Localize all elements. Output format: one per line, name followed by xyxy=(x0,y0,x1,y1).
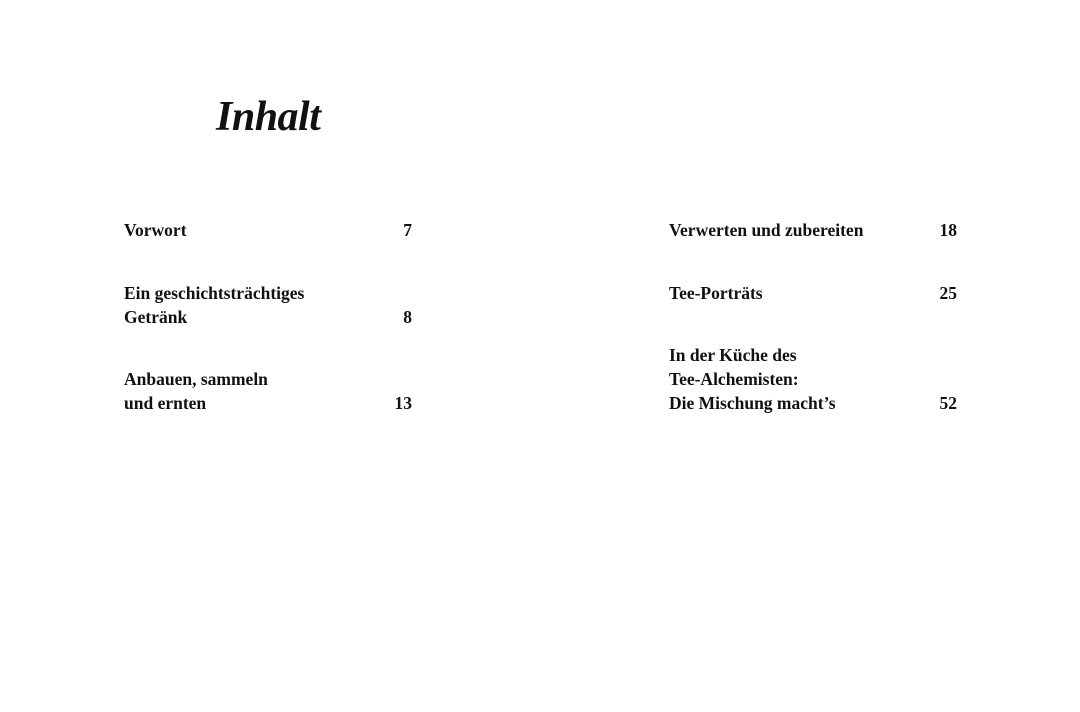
toc-column-right xyxy=(669,218,957,454)
toc-entry-kueche[interactable] xyxy=(669,343,957,415)
toc-entry-title: Tee-Porträts xyxy=(669,282,763,303)
toc-entry-page: 7 xyxy=(403,220,412,240)
toc-entry-page: 18 xyxy=(939,220,957,240)
toc-entry-anbauen[interactable] xyxy=(124,367,412,415)
toc-entry-title: Vorwort xyxy=(124,220,187,240)
toc-column-left xyxy=(124,218,412,454)
toc-entry-page: 25 xyxy=(939,282,957,303)
toc-entry-title: In der Küche des Tee-Alchemisten: Die Mischung macht’s xyxy=(669,345,836,413)
toc-entry-tee-portraets[interactable] xyxy=(669,281,957,305)
toc-entry-geschichte[interactable] xyxy=(124,281,412,329)
toc-entry-title: Ein geschichtsträchtiges Getränk xyxy=(124,282,305,327)
toc-entry-title: Verwerten und zubereiten xyxy=(669,220,864,240)
page-title: Inhalt xyxy=(216,94,321,140)
toc-entry-verwerten[interactable] xyxy=(669,218,957,242)
toc-entry-page: 52 xyxy=(939,393,957,413)
toc-entry-vorwort[interactable] xyxy=(124,218,412,242)
toc-entry-page: 8 xyxy=(403,306,412,327)
toc-entry-page: 13 xyxy=(394,393,412,413)
toc-entry-title: Anbauen, sammeln und ernten xyxy=(124,369,268,413)
